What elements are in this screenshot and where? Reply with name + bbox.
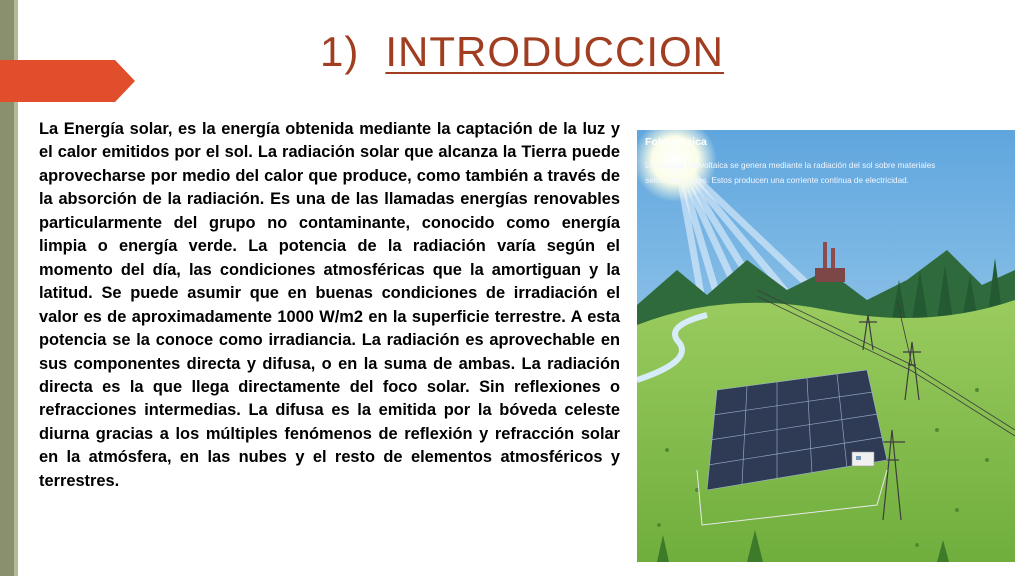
- body-text-box: [30, 113, 628, 563]
- illustration-caption: La energía fotovoltaica se genera mediante la radiación del sol sobre materiales semiconductores. Estos producen una corriente continua de electricidad.: [645, 161, 936, 185]
- slide-title: [320, 28, 800, 76]
- solar-farm-scene: [637, 130, 1015, 562]
- body-paragraph: La Energía solar, es la energía obtenida mediante la captación de la luz y el calor emitidos por el sol. La radiación solar que alcanza la Tierra puede aprovecharse por medio del calor que produce, como también a través de la absorción de la radiación. Es una de las llamadas energías renovables particularmente del grupo no contaminante, conocido como energía limpia o energía verde. La potencia de la radiación varía según el momento del día, las condiciones atmosféricas que la amortiguan y la latitud. Se puede asumir que en buenas condiciones de irradiación el valor es de aproximadamente 1000 W/m2 en la superficie terrestre. A esta potencia se la conoce como irradiancia. La radiación es aprovechable en sus componentes directa y difusa, o en la suma de ambas. La radiación directa es la que llega directamente del foco solar. Sin reflexiones o refracciones intermedias. La difusa es la emitida por la bóveda celeste diurna gracias a los múltiples fenómenos de reflexión y refracción solar en la atmósfera, en las nubes y el resto de elementos atmosféricos y terrestres.: [39, 120, 620, 490]
- photovoltaic-illustration: [637, 130, 1015, 562]
- accent-arrow-shape: [0, 60, 135, 102]
- title-text: INTRODUCCION: [385, 28, 725, 75]
- title-number: 1): [320, 28, 360, 75]
- illustration-title: Fotovoltaica: [645, 136, 707, 148]
